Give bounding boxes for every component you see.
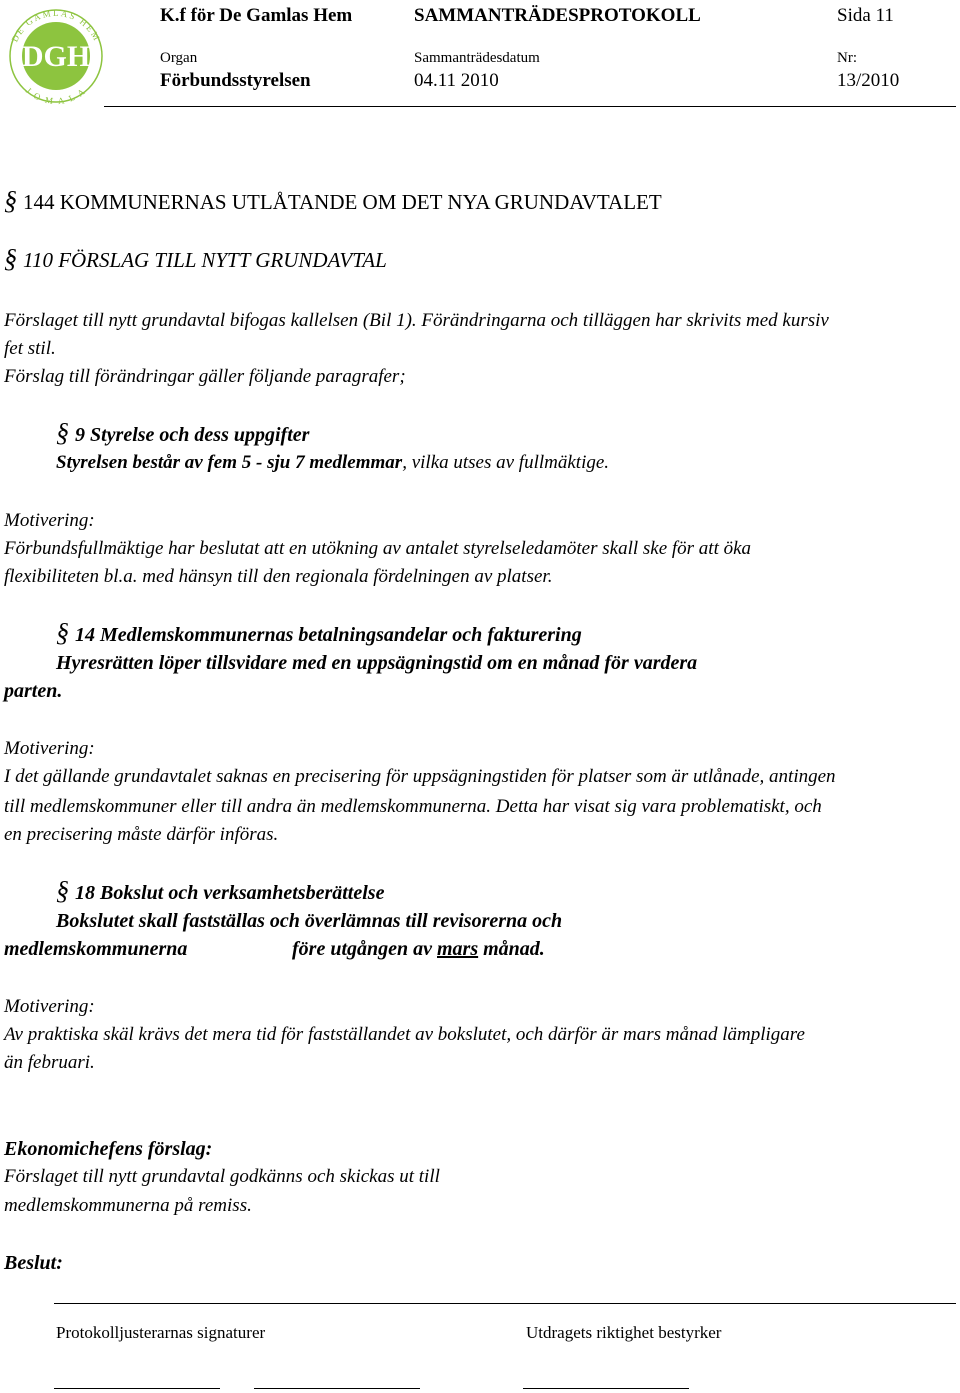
section-18-body-line-1: Bokslutet skall fastställas och överlämnas till revisorerna och — [56, 910, 563, 932]
heading-144 — [4, 186, 662, 216]
beslut-heading: Beslut: — [4, 1252, 63, 1274]
ekonomichef-line-2: medlemskommunerna på remiss. — [4, 1195, 252, 1216]
section-18-body-line-2a: medlemskommunerna — [4, 938, 188, 960]
org-name: K.f för De Gamlas Hem — [160, 5, 353, 26]
header-divider — [104, 106, 956, 107]
date-value: 04.11 2010 — [414, 70, 499, 91]
logo-monogram: DGH — [21, 40, 91, 73]
motivering-1-line-1: Förbundsfullmäktige har beslutat att en utökning av antalet styrelseledamöter skall ske för att öka — [4, 538, 752, 559]
section-symbol-icon: § — [56, 876, 69, 905]
heading-110-text: 110 FÖRSLAG TILL NYTT GRUNDAVTAL — [23, 248, 387, 272]
organ-label: Organ — [160, 50, 198, 66]
motivering-label: Motivering: — [4, 738, 95, 759]
doc-title: SAMMANTRÄDESPROTOKOLL — [414, 5, 701, 26]
section-18-after: månad. — [478, 938, 545, 960]
motivering-1-line-2: flexibiliteten bl.a. med hänsyn till den regionala fördelningen av platser. — [4, 566, 553, 587]
page-number: Sida 11 — [837, 5, 894, 26]
signature-label: Protokolljusterarnas signaturer — [56, 1323, 266, 1342]
nr-value: 13/2010 — [837, 70, 900, 91]
intro-line-2: fet stil. — [4, 338, 56, 359]
section-18-title-text: 18 Bokslut och verksamhetsberättelse — [75, 882, 385, 904]
section-14-title — [56, 618, 582, 648]
intro-line-3: Förslag till förändringar gäller följande paragrafer; — [4, 366, 406, 387]
section-18-month: mars — [437, 938, 479, 960]
section-symbol-icon: § — [4, 186, 17, 215]
logo-ring-top: DE GAMLAS HEM — [9, 7, 103, 44]
motivering-2-line-3: en precisering måste därför införas. — [4, 824, 279, 845]
signature-line-2 — [254, 1388, 420, 1389]
section-symbol-icon: § — [56, 618, 69, 647]
footer-divider — [54, 1303, 956, 1304]
extract-label: Utdragets riktighet bestyrker — [526, 1323, 722, 1342]
signature-line-1 — [54, 1388, 220, 1389]
section-18-before: före utgången av — [292, 938, 437, 960]
intro-line-1: Förslaget till nytt grundavtal bifogas kallelsen (Bil 1). Förändringarna och tilläggen har skrivits med kursiv — [4, 310, 829, 331]
date-label: Sammanträdesdatum — [414, 50, 540, 66]
heading-110 — [4, 244, 387, 274]
section-symbol-icon: § — [56, 418, 69, 447]
section-18-body-line-2b — [292, 938, 545, 961]
section-14-title-text: 14 Medlemskommunernas betalningsandelar och fakturering — [75, 624, 582, 646]
motivering-2-line-1: I det gällande grundavtalet saknas en precisering för uppsägningstiden för platser som är utlånade, antingen — [4, 766, 836, 787]
logo — [0, 0, 112, 106]
section-9-body-bold: Styrelsen består av fem 5 - sju 7 medlemmar — [56, 452, 403, 473]
organ-value: Förbundsstyrelsen — [160, 70, 311, 91]
section-9-title — [56, 418, 309, 448]
logo-ring-bottom: J O M A L A — [23, 85, 89, 106]
section-18-title — [56, 876, 384, 906]
motivering-2-line-2: till medlemskommuner eller till andra än medlemskommunerna. Detta har visat sig vara problematiskt, och — [4, 796, 822, 817]
section-9-title-text: 9 Styrelse och dess uppgifter — [75, 424, 310, 446]
section-14-body-line-2: parten. — [4, 680, 63, 702]
section-symbol-icon: § — [4, 244, 17, 273]
ekonomichef-line-1: Förslaget till nytt grundavtal godkänns och skickas ut till — [4, 1166, 440, 1187]
motivering-3-line-2: än februari. — [4, 1052, 95, 1073]
logo-emblem-icon — [0, 0, 112, 106]
nr-label: Nr: — [837, 50, 857, 66]
ekonomichef-heading: Ekonomichefens förslag: — [4, 1138, 213, 1160]
motivering-label: Motivering: — [4, 996, 95, 1017]
section-9-body-rest: , vilka utses av fullmäktige. — [402, 452, 610, 473]
section-9-body — [56, 452, 609, 474]
signature-line-3 — [523, 1388, 689, 1389]
motivering-label: Motivering: — [4, 510, 95, 531]
section-14-body-line-1: Hyresrätten löper tillsvidare med en uppsägningstid om en månad för vardera — [56, 652, 698, 674]
motivering-3-line-1: Av praktiska skäl krävs det mera tid för fastställandet av bokslutet, och därför är mars månad lämpligare — [4, 1024, 805, 1045]
heading-144-text: 144 KOMMUNERNAS UTLÅTANDE OM DET NYA GRUNDAVTALET — [23, 190, 662, 214]
